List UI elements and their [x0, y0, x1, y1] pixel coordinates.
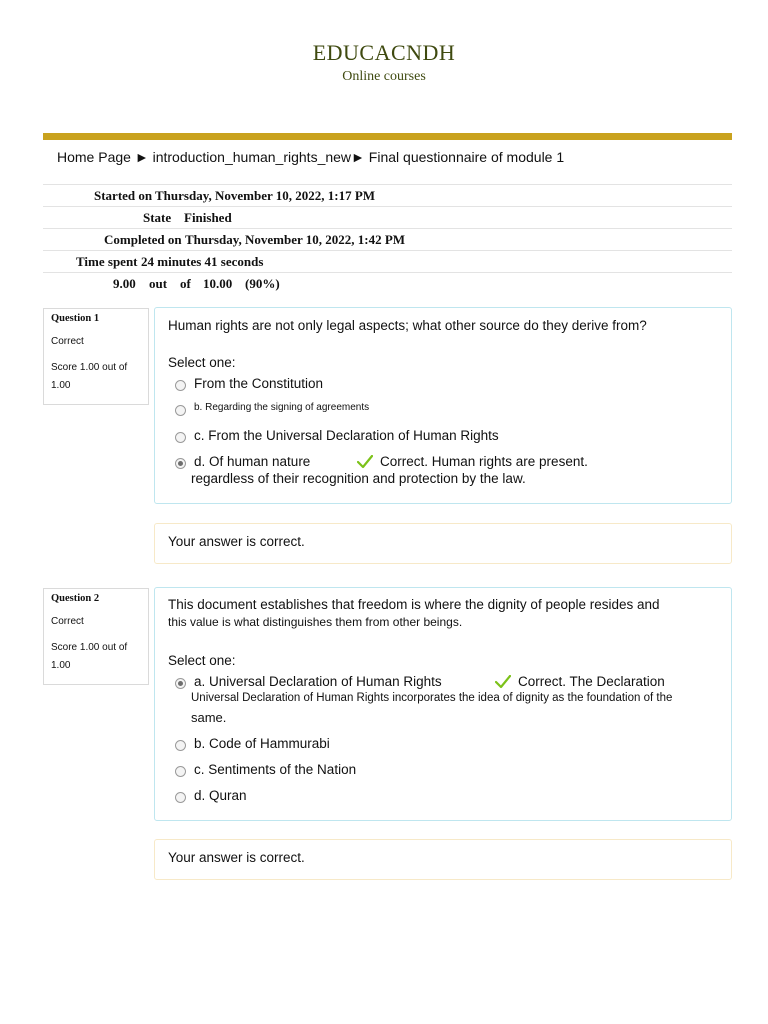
answer-feedback: Correct. The Declaration	[518, 674, 665, 689]
state-value: Finished	[184, 210, 232, 225]
answer-option-label: c. Sentiments of the Nation	[194, 762, 357, 777]
started-label: Started on	[94, 188, 153, 203]
question-score: Score 1.00 out of 1.00	[51, 642, 128, 671]
question-score: Score 1.00 out of 1.00	[51, 362, 128, 391]
answer-option-label: d. Of human nature	[194, 454, 311, 469]
answer-option-label: b. Code of Hammurabi	[194, 736, 330, 751]
radio-selected-icon[interactable]	[175, 458, 186, 469]
checkmark-icon	[495, 675, 511, 689]
answer-feedback-end: same.	[191, 710, 227, 725]
summary-row-completed	[43, 228, 732, 250]
answer-option-b[interactable]	[173, 736, 713, 756]
answer-option-c[interactable]	[173, 762, 713, 782]
answer-option-b[interactable]	[173, 401, 713, 421]
question-text: Human rights are not only legal aspects; what other source do they derive from?	[168, 318, 647, 333]
state-label: State	[143, 210, 172, 225]
site-title[interactable]: EDUCACNDH	[312, 40, 456, 65]
select-one-label: Select one:	[168, 653, 236, 668]
question-info-1	[43, 308, 149, 405]
question-status: Correct	[51, 616, 84, 627]
summary-row-state	[43, 206, 732, 228]
grade-score: 9.00	[113, 276, 136, 291]
answer-feedback-continued: Universal Declaration of Human Rights incorporates the idea of dignity as the foundation of the	[191, 692, 673, 704]
radio-icon[interactable]	[175, 792, 186, 803]
site-subtitle: Online courses	[342, 69, 426, 84]
started-value: Thursday, November 10, 2022, 1:17 PM	[155, 188, 376, 203]
select-one-label: Select one:	[168, 355, 236, 370]
attempt-summary	[43, 184, 732, 294]
radio-icon[interactable]	[175, 740, 186, 751]
answer-option-c[interactable]	[173, 428, 713, 448]
summary-row-time	[43, 250, 732, 272]
general-feedback-text: Your answer is correct.	[168, 850, 305, 865]
question-text: This document establishes that freedom is where the dignity of people resides and	[168, 597, 660, 612]
answer-option-a[interactable]	[173, 376, 713, 396]
grade-out-word: out	[149, 276, 168, 291]
answer-option-d[interactable]	[173, 788, 713, 808]
radio-icon[interactable]	[175, 766, 186, 777]
radio-selected-icon[interactable]	[175, 678, 186, 689]
general-feedback-1	[154, 523, 732, 564]
general-feedback-text: Your answer is correct.	[168, 534, 305, 549]
radio-icon[interactable]	[175, 432, 186, 443]
question-box-1	[154, 307, 732, 504]
checkmark-icon	[357, 455, 373, 469]
breadcrumb-course-link[interactable]: introduction_human_rights_new	[152, 149, 352, 165]
time-value: 24 minutes 41 seconds	[141, 254, 264, 269]
breadcrumb	[57, 149, 564, 165]
question-info-2	[43, 588, 149, 685]
breadcrumb-current-page[interactable]: Final questionnaire of module 1	[368, 149, 565, 165]
question-status: Correct	[51, 336, 84, 347]
answer-option-a[interactable]	[173, 674, 473, 694]
answer-feedback-continued: regardless of their recognition and protection by the law.	[191, 471, 526, 486]
completed-value: Thursday, November 10, 2022, 1:42 PM	[185, 232, 406, 247]
radio-icon[interactable]	[175, 405, 186, 416]
answer-feedback: Correct. Human rights are present.	[380, 454, 588, 469]
question-number: Question 1	[51, 313, 100, 324]
answer-option-label: b. Regarding the signing of agreements	[194, 402, 370, 413]
grade-max: 10.00	[203, 276, 233, 291]
question-box-2	[154, 587, 732, 821]
answer-option-label: From the Constitution	[194, 376, 324, 391]
answer-option-label: a. Universal Declaration of Human Rights	[194, 674, 442, 689]
question-text-continued: this value is what distinguishes them from other beings.	[168, 615, 463, 629]
general-feedback-2	[154, 839, 732, 880]
header-divider-bar	[43, 133, 732, 140]
grade-percent: (90%)	[245, 276, 280, 291]
breadcrumb-home-link[interactable]: Home Page	[57, 149, 131, 165]
grade-of-word: of	[180, 276, 191, 291]
breadcrumb-separator: ►	[351, 149, 365, 165]
radio-icon[interactable]	[175, 380, 186, 391]
question-number: Question 2	[51, 593, 100, 604]
answer-option-label: c. From the Universal Declaration of Human Rights	[194, 428, 499, 443]
summary-row-started	[43, 184, 732, 206]
site-header	[0, 40, 768, 85]
answer-option-label: d. Quran	[194, 788, 247, 803]
summary-row-grade	[43, 272, 732, 294]
completed-label: Completed on	[104, 232, 182, 247]
breadcrumb-separator: ►	[134, 149, 149, 165]
time-label: Time spent	[76, 254, 138, 269]
